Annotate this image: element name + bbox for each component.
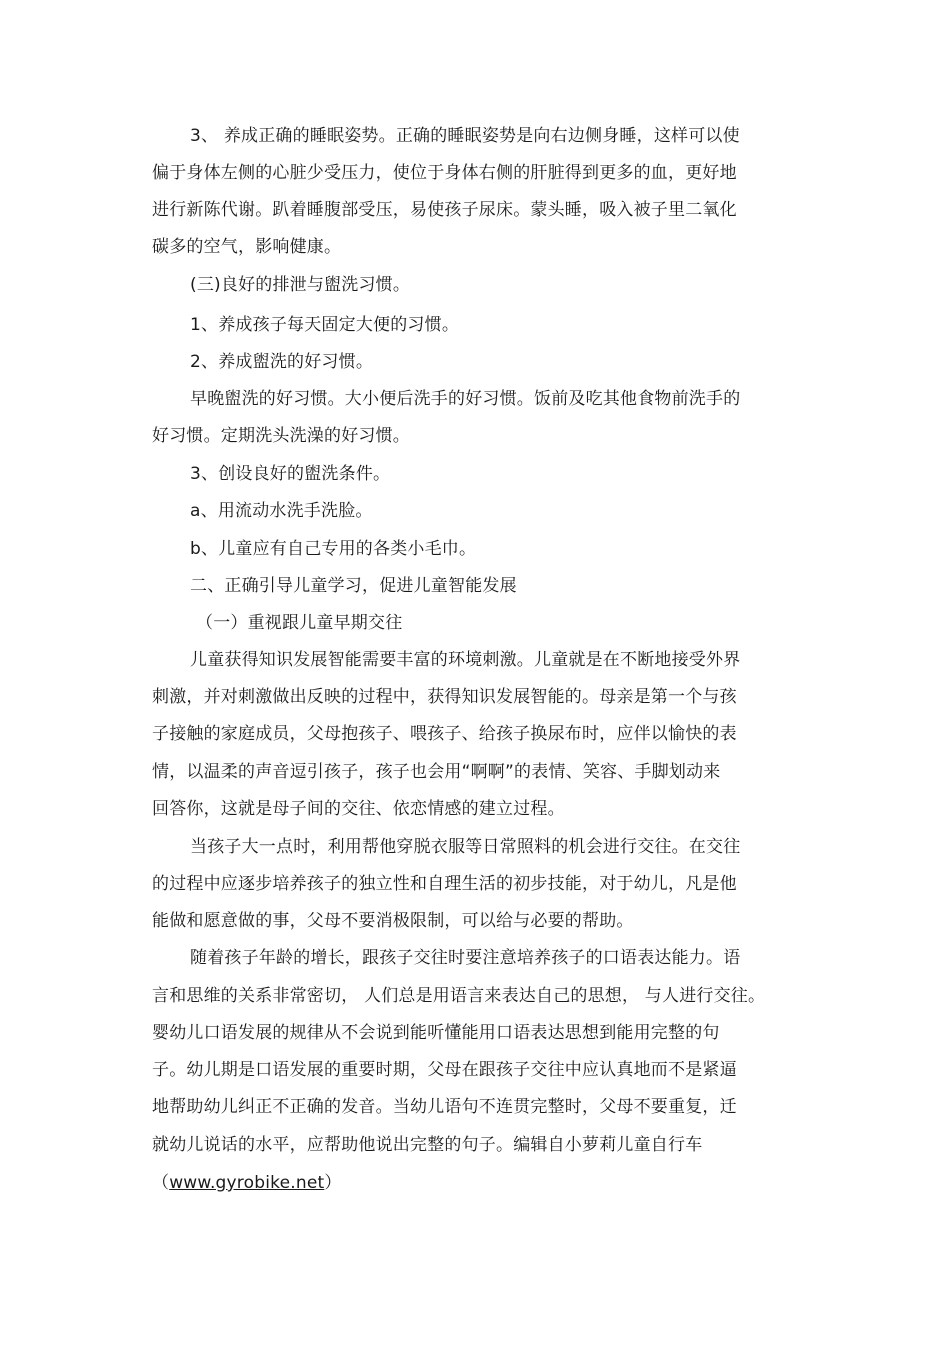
text-line: 刺激，并对刺激做出反映的过程中，获得知识发展智能的。母亲是第一个与孩 [152,687,737,707]
text-line: 言和思维的关系非常密切， 人们总是用语言来表达自己的思想， 与人进行交往。 [152,986,766,1006]
source-link[interactable]: www.gyrobike.net [169,1173,325,1193]
subsection-heading: （一）重视跟儿童早期交往 [196,613,403,633]
text-line: 的过程中应逐步培养孩子的独立性和自理生活的初步技能，对于幼儿，凡是他 [152,874,737,894]
text-line: 进行新陈代谢。趴着睡腹部受压，易使孩子尿床。蒙头睡，吸入被子里二氧化 [152,200,737,220]
text-line: 好习惯。定期洗头洗澡的好习惯。 [152,426,410,446]
close-paren: ） [324,1173,342,1193]
list-item: 2、养成盥洗的好习惯。 [190,352,374,372]
source-citation [152,1171,342,1195]
open-paren: （ [152,1173,170,1193]
text-line: 当孩子大一点时，利用帮他穿脱衣服等日常照料的机会进行交往。在交往 [190,837,741,857]
text-line: 儿童获得知识发展智能需要丰富的环境刺激。儿童就是在不断地接受外界 [190,650,741,670]
text-line: 随着孩子年龄的增长，跟孩子交往时要注意培养孩子的口语表达能力。语 [190,948,741,968]
text-line: 碳多的空气，影响健康。 [152,237,342,257]
text-line: 回答你，这就是母子间的交往、依恋情感的建立过程。 [152,799,565,819]
text-line: 偏于身体左侧的心脏少受压力，使位于身体右侧的肝脏得到更多的血，更好地 [152,163,737,183]
list-item: 3、创设良好的盥洗条件。 [190,464,391,484]
text-line: 子接触的家庭成员，父母抱孩子、喂孩子、给孩子换尿布时，应伴以愉快的表 [152,724,737,744]
section-heading: (三)良好的排泄与盥洗习惯。 [190,275,411,295]
section-heading: 二、正确引导儿童学习，促进儿童智能发展 [190,576,517,596]
text-line: 情，以温柔的声音逗引孩子，孩子也会用“啊啊”的表情、笑容、手脚划动来 [152,762,721,782]
text-line: 婴幼儿口语发展的规律从不会说到能听懂能用口语表达思想到能用完整的句 [152,1023,720,1043]
list-item: 1、养成孩子每天固定大便的习惯。 [190,315,460,335]
list-item: a、用流动水洗手洗脸。 [190,501,373,521]
text-line: 子。幼儿期是口语发展的重要时期，父母在跟孩子交往中应认真地而不是紧逼 [152,1060,737,1080]
text-line: 地帮助幼儿纠正不正确的发音。当幼儿语句不连贯完整时，父母不要重复，迁 [152,1097,737,1117]
text-line: 就幼儿说话的水平，应帮助他说出完整的句子。编辑自小萝莉儿童自行车 [152,1135,703,1155]
text-line: 早晚盥洗的好习惯。大小便后洗手的好习惯。饭前及吃其他食物前洗手的 [190,389,741,409]
text-line: 3、 养成正确的睡眠姿势。正确的睡眠姿势是向右边侧身睡，这样可以使 [190,126,740,146]
text-line: 能做和愿意做的事，父母不要消极限制，可以给与必要的帮助。 [152,911,634,931]
list-item: b、儿童应有自己专用的各类小毛巾。 [190,539,477,559]
